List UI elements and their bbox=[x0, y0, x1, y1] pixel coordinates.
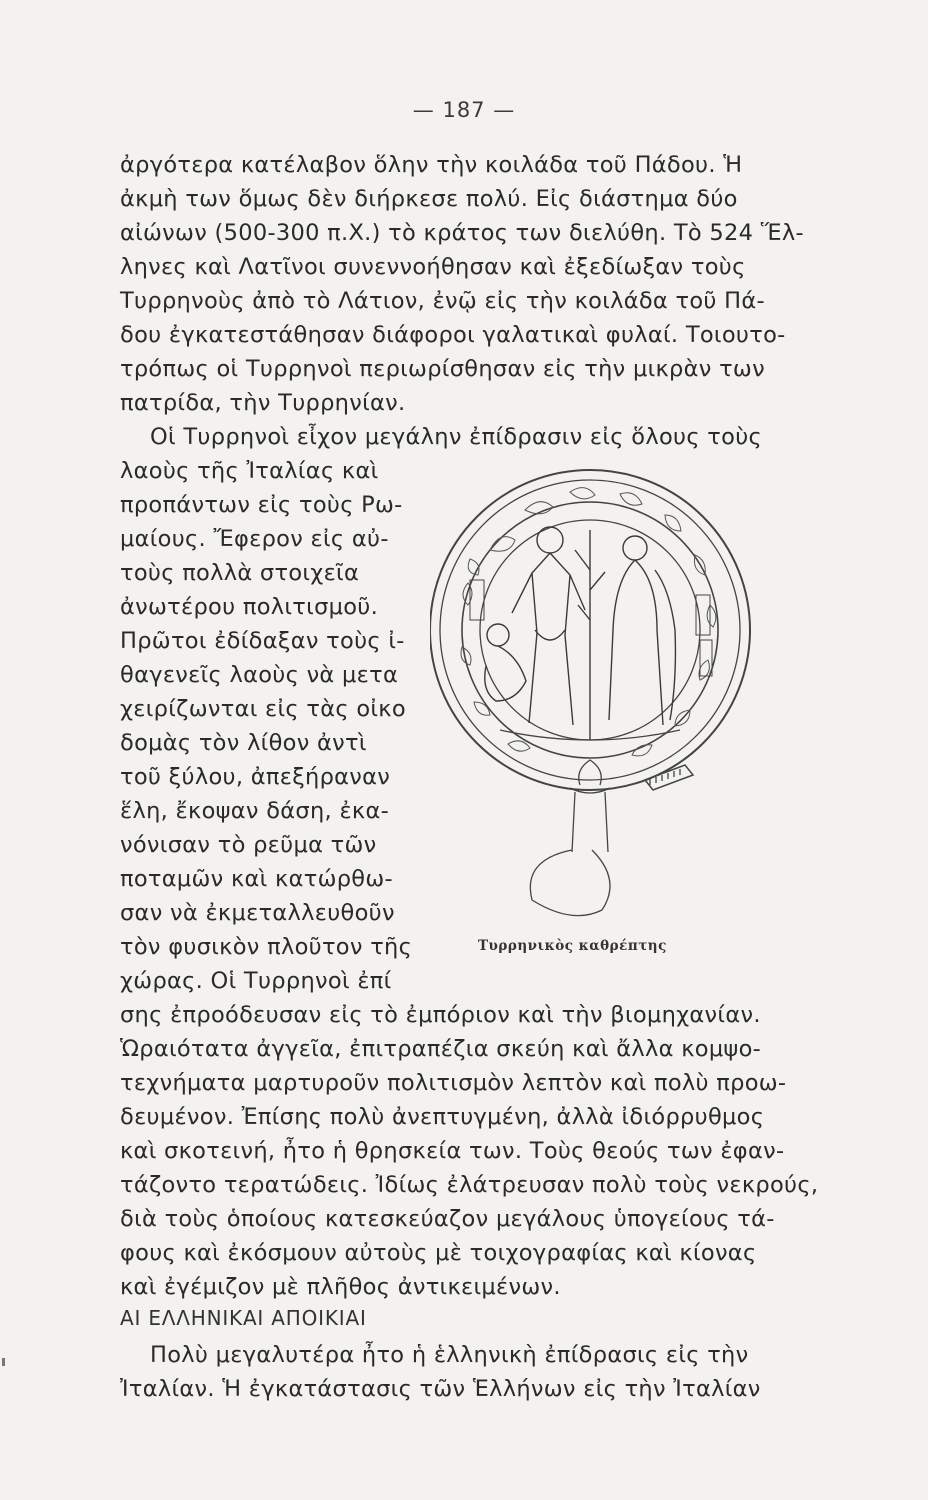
text-line: τὸν φυσικὸν πλοῦτον τῆς bbox=[120, 934, 413, 960]
text-line: χώρας. Οἱ Τυρρηνοὶ ἐπί bbox=[120, 968, 392, 994]
text-line: διὰ τοὺς ὁποίους κατεσκεύαζον μεγάλους ὑπογείους τά- bbox=[120, 1206, 775, 1232]
text-line: τεχνήματα μαρτυροῦν πολιτισμὸν λεπτὸν καὶ πολὺ προω- bbox=[120, 1070, 787, 1096]
text-line: τοῦ ξύλου, ἀπεξήραναν bbox=[120, 764, 391, 790]
text-line: ἀργότερα κατέλαβον ὅλην τὴν κοιλάδα τοῦ Πάδου. Ἡ bbox=[120, 152, 743, 178]
section-heading: ΑΙ ΕΛΛΗΝΙΚΑΙ ΑΠΟΙΚΙΑΙ bbox=[120, 1306, 367, 1330]
text-line: Πρῶτοι ἐδίδαξαν τοὺς ἰ- bbox=[120, 628, 405, 654]
text-line: μαίους. Ἔφερον εἰς αὐ- bbox=[120, 526, 389, 552]
text-line: θαγενεῖς λαοὺς νὰ μετα bbox=[120, 662, 399, 688]
text-line: τοὺς πολλὰ στοιχεῖα bbox=[120, 560, 360, 586]
scan-mark bbox=[2, 1358, 5, 1366]
text-line: ἀκμὴ των ὅμως δὲν διήρκεσε πολύ. Εἰς διάστημα δύο bbox=[120, 186, 738, 212]
text-line: τάζοντο τερατώδεις. Ἰδίως ἐλάτρευσαν πολὺ τοὺς νεκρούς, bbox=[120, 1172, 819, 1198]
text-line: πατρίδα, τὴν Τυρρηνίαν. bbox=[120, 390, 406, 416]
text-line: ποταμῶν καὶ κατώρθω- bbox=[120, 866, 393, 892]
text-line: σης ἐπροόδευσαν εἰς τὸ ἐμπόριον καὶ τὴν βιομηχανίαν. bbox=[120, 1002, 761, 1028]
text-line: σαν νὰ ἐκμεταλλευθοῦν bbox=[120, 900, 395, 926]
text-line: αἰώνων (500-300 π.Χ.) τὸ κράτος των διελύθη. Τὸ 524 Ἕλ- bbox=[120, 220, 804, 246]
text-line: καὶ ἐγέμιζον μὲ πλῆθος ἀντικειμένων. bbox=[120, 1274, 561, 1300]
page-number: — 187 — bbox=[412, 98, 516, 122]
text-line: ἀνωτέρου πολιτισμοῦ. bbox=[120, 594, 379, 620]
text-line: Ἰταλίαν. Ἡ ἐγκατάστασις τῶν Ἑλλήνων εἰς τὴν Ἰταλίαν bbox=[120, 1376, 761, 1402]
text-line: ληνες καὶ Λατῖνοι συνεννοήθησαν καὶ ἐξεδίωξαν τοὺς bbox=[120, 254, 746, 280]
text-line: φους καὶ ἐκόσμουν αὐτοὺς μὲ τοιχογραφίας καὶ κίονας bbox=[120, 1240, 757, 1266]
text-line: καὶ σκοτεινή, ἦτο ἡ θρησκεία των. Τοὺς θεούς των ἐφαν- bbox=[120, 1138, 785, 1164]
figure-caption: Τυρρηνικὸς καθρέπτης bbox=[478, 938, 667, 954]
text-line: Ὡραιότατα ἀγγεῖα, ἐπιτραπέζια σκεύη καὶ ἄλλα κομψο- bbox=[120, 1036, 762, 1062]
text-line: προπάντων εἰς τοὺς Ρω- bbox=[120, 492, 403, 518]
text-line: ἕλη, ἔκοψαν δάση, ἐκα- bbox=[120, 798, 390, 824]
text-line: δομὰς τὸν λίθον ἀντὶ bbox=[120, 730, 367, 756]
text-line: Τυρρηνοὺς ἀπὸ τὸ Λάτιον, ἐνῷ εἰς τὴν κοιλάδα τοῦ Πά- bbox=[120, 288, 765, 314]
text-line: δευμένον. Ἐπίσης πολὺ ἀνεπτυγμένη, ἀλλὰ ἰδιόρρυθμος bbox=[120, 1104, 765, 1130]
text-line: λαοὺς τῆς Ἰταλίας καὶ bbox=[120, 458, 379, 484]
etruscan-mirror-icon bbox=[430, 430, 775, 930]
text-line: τρόπως οἱ Τυρρηνοὶ περιωρίσθησαν εἰς τὴν μικρὰν των bbox=[120, 356, 765, 382]
figure-etruscan-mirror bbox=[430, 430, 775, 930]
text-line: χειρίζωνται εἰς τὰς οἰκο bbox=[120, 696, 406, 722]
text-line: Οἱ Τυρρηνοὶ εἶχον μεγάλην ἐπίδρασιν εἰς ὅλους τοὺς bbox=[150, 424, 763, 450]
text-line: Πολὺ μεγαλυτέρα ἦτο ἡ ἑλληνικὴ ἐπίδρασις εἰς τὴν bbox=[150, 1342, 749, 1368]
text-line: νόνισαν τὸ ρεῦμα τῶν bbox=[120, 832, 377, 858]
text-line: δου ἐγκατεστάθησαν διάφοροι γαλατικαὶ φυλαί. Τοιουτο- bbox=[120, 322, 786, 348]
